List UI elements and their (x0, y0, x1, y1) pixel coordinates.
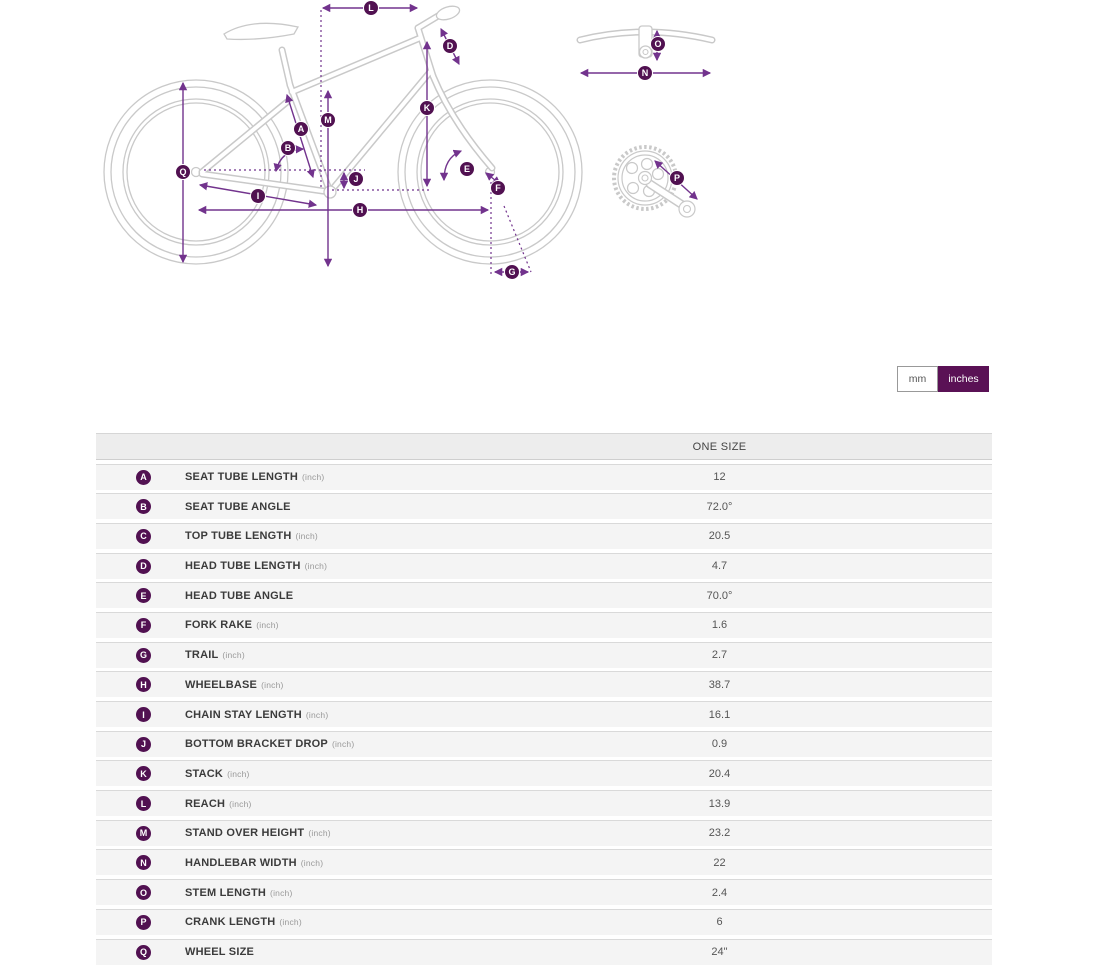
row-label-cell (185, 709, 447, 721)
table-row (96, 671, 992, 697)
table-body (96, 464, 992, 965)
row-label-cell (185, 738, 447, 750)
diagram-badge-l (364, 1, 379, 16)
row-letter-badge: N (136, 855, 151, 870)
row-label-cell (185, 530, 447, 542)
row-label: SEAT TUBE ANGLE (185, 500, 291, 513)
svg-text:M: M (324, 115, 332, 126)
row-badge-cell (96, 618, 185, 633)
row-letter-badge: E (136, 588, 151, 603)
row-badge-cell (96, 737, 185, 752)
row-label-cell (185, 501, 447, 513)
row-badge-cell (96, 855, 185, 870)
row-letter-badge: G (136, 648, 151, 663)
row-value: 70.0° (706, 589, 733, 602)
row-badge-cell (96, 470, 185, 485)
row-unit: (inch) (305, 709, 329, 720)
row-value: 20.4 (708, 767, 731, 780)
diagram-badge-m (321, 113, 336, 128)
diagram-badge-f (491, 181, 506, 196)
diagram-badge-j (349, 172, 364, 187)
row-letter-badge: F (136, 618, 151, 633)
svg-text:A: A (297, 124, 305, 135)
bike-frame (202, 4, 492, 198)
row-letter-badge: H (136, 677, 151, 692)
diagram-badge-n (638, 66, 653, 81)
row-label-cell (185, 679, 447, 691)
table-row (96, 553, 992, 579)
table-row (96, 731, 992, 757)
row-label: HEAD TUBE LENGTH (185, 560, 301, 573)
handlebar-diagram (580, 26, 712, 58)
handlebar-grip (435, 4, 462, 23)
diagram-badge-o (651, 37, 666, 52)
row-label: FORK RAKE (185, 619, 253, 632)
table-row (96, 582, 992, 608)
table-row (96, 642, 992, 668)
row-unit: (inch) (270, 887, 293, 898)
table-row (96, 760, 992, 786)
diagram-badge-d (443, 39, 458, 54)
diagram-badge-p (670, 171, 685, 186)
row-label: WHEELBASE (185, 678, 258, 691)
row-label: TRAIL (185, 649, 219, 662)
row-label: SEAT TUBE LENGTH (185, 471, 298, 483)
row-label-cell (185, 916, 447, 928)
row-unit: (inch) (295, 531, 318, 542)
row-value: 1.6 (711, 619, 728, 632)
row-value: 13.9 (708, 797, 731, 810)
table-row (96, 464, 992, 490)
row-badge-cell (96, 559, 185, 574)
row-value: 16.1 (708, 708, 731, 721)
row-letter-badge: B (136, 499, 151, 514)
row-label: STACK (185, 767, 224, 780)
row-unit: (inch) (300, 857, 324, 868)
inches-toggle-button[interactable]: inches (938, 366, 989, 392)
row-label: TOP TUBE LENGTH (185, 530, 292, 543)
mm-toggle-button[interactable]: mm (897, 366, 938, 392)
row-label-cell (185, 857, 447, 869)
row-badge-cell (96, 499, 185, 514)
table-row (96, 612, 992, 638)
geometry-diagram-svg (0, 0, 1100, 330)
svg-text:I: I (256, 191, 260, 202)
table-row (96, 849, 992, 875)
row-unit: (inch) (229, 798, 252, 809)
table-row (96, 879, 992, 905)
row-unit: (inch) (302, 472, 325, 482)
row-value: 12 (713, 471, 726, 483)
geometry-table (96, 433, 992, 968)
diagram-badge-a (294, 122, 309, 137)
row-label-cell (185, 827, 447, 839)
bottom-bracket (324, 186, 336, 198)
diagram-badge-b (281, 141, 296, 156)
row-unit: (inch) (227, 768, 250, 779)
header-badge-spacer (96, 434, 185, 459)
row-value: 2.4 (711, 886, 728, 899)
diagram-badge-q (176, 165, 191, 180)
row-label-cell (185, 590, 447, 602)
row-label-cell (185, 887, 447, 899)
table-row (96, 523, 992, 549)
row-badge-cell (96, 707, 185, 722)
row-badge-cell (96, 588, 185, 603)
row-label: STEM LENGTH (185, 886, 267, 899)
row-label-cell (185, 619, 447, 631)
row-label-cell (185, 798, 447, 810)
unit-toggle (897, 366, 989, 392)
table-row (96, 790, 992, 816)
row-label: REACH (185, 797, 226, 810)
row-letter-badge: L (136, 796, 151, 811)
row-letter-badge: J (136, 737, 151, 752)
header-label-spacer (185, 434, 447, 459)
row-unit: (inch) (256, 620, 279, 631)
row-value: 23.2 (708, 827, 731, 840)
row-unit: (inch) (308, 828, 331, 839)
svg-text:O: O (654, 39, 662, 50)
row-label: HANDLEBAR WIDTH (185, 856, 297, 869)
row-badge-cell (96, 945, 185, 960)
row-letter-badge: K (136, 766, 151, 781)
row-value: 24" (711, 946, 728, 958)
svg-text:B: B (284, 143, 292, 154)
bike-geometry-diagram (0, 0, 1100, 330)
svg-text:K: K (423, 103, 431, 114)
row-value: 4.7 (711, 560, 728, 573)
diagram-badge-e (460, 162, 475, 177)
row-badge-cell (96, 796, 185, 811)
table-row (96, 909, 992, 935)
svg-text:F: F (495, 183, 501, 194)
row-value: 2.7 (711, 649, 728, 662)
diagram-badge-i (251, 189, 266, 204)
row-label-cell (185, 946, 447, 958)
row-letter-badge: A (136, 470, 151, 485)
table-row (96, 493, 992, 519)
size-column-header: ONE SIZE (692, 440, 747, 453)
table-header-row (96, 433, 992, 460)
row-label: HEAD TUBE ANGLE (185, 589, 294, 602)
row-label-cell (185, 768, 447, 780)
svg-text:Q: Q (179, 167, 187, 178)
row-badge-cell (96, 677, 185, 692)
row-label-cell (185, 649, 447, 661)
row-badge-cell (96, 885, 185, 900)
diagram-badge-h (353, 203, 368, 218)
svg-text:E: E (463, 164, 471, 175)
row-letter-badge: M (136, 826, 151, 841)
row-letter-badge: Q (136, 945, 151, 960)
svg-text:J: J (353, 174, 359, 185)
svg-text:D: D (446, 41, 454, 52)
row-label-cell (185, 471, 447, 483)
diagram-badge-g (505, 265, 520, 280)
row-label: CHAIN STAY LENGTH (185, 708, 302, 721)
table-row (96, 939, 992, 965)
svg-text:L: L (368, 3, 374, 14)
row-label: CRANK LENGTH (185, 916, 276, 929)
table-row (96, 701, 992, 727)
row-value: 38.7 (708, 678, 731, 691)
saddle (224, 23, 298, 39)
row-badge-cell (96, 826, 185, 841)
svg-text:H: H (356, 205, 364, 216)
row-badge-cell (96, 915, 185, 930)
row-unit: (inch) (279, 917, 302, 928)
row-value: 6 (716, 916, 723, 929)
svg-text:N: N (641, 68, 649, 79)
row-unit: (inch) (261, 679, 284, 690)
row-letter-badge: P (136, 915, 151, 930)
row-label: WHEEL SIZE (185, 946, 255, 958)
row-label-cell (185, 560, 447, 572)
row-label: BOTTOM BRACKET DROP (185, 738, 328, 751)
row-unit: (inch) (304, 561, 328, 572)
row-letter-badge: C (136, 529, 151, 544)
row-value: 22 (713, 856, 726, 869)
row-value: 72.0° (706, 500, 733, 513)
row-letter-badge: I (136, 707, 151, 722)
row-letter-badge: O (136, 885, 151, 900)
row-badge-cell (96, 648, 185, 663)
row-value: 20.5 (708, 530, 731, 543)
diagram-badge-layer (176, 1, 685, 280)
svg-text:P: P (673, 173, 681, 184)
row-label: STAND OVER HEIGHT (185, 827, 305, 840)
row-unit: (inch) (331, 739, 355, 750)
diagram-badge-k (420, 101, 435, 116)
row-badge-cell (96, 766, 185, 781)
row-letter-badge: D (136, 559, 151, 574)
svg-text:G: G (508, 267, 516, 278)
row-unit: (inch) (222, 650, 245, 661)
row-badge-cell (96, 529, 185, 544)
table-row (96, 820, 992, 846)
row-value: 0.9 (711, 738, 728, 751)
